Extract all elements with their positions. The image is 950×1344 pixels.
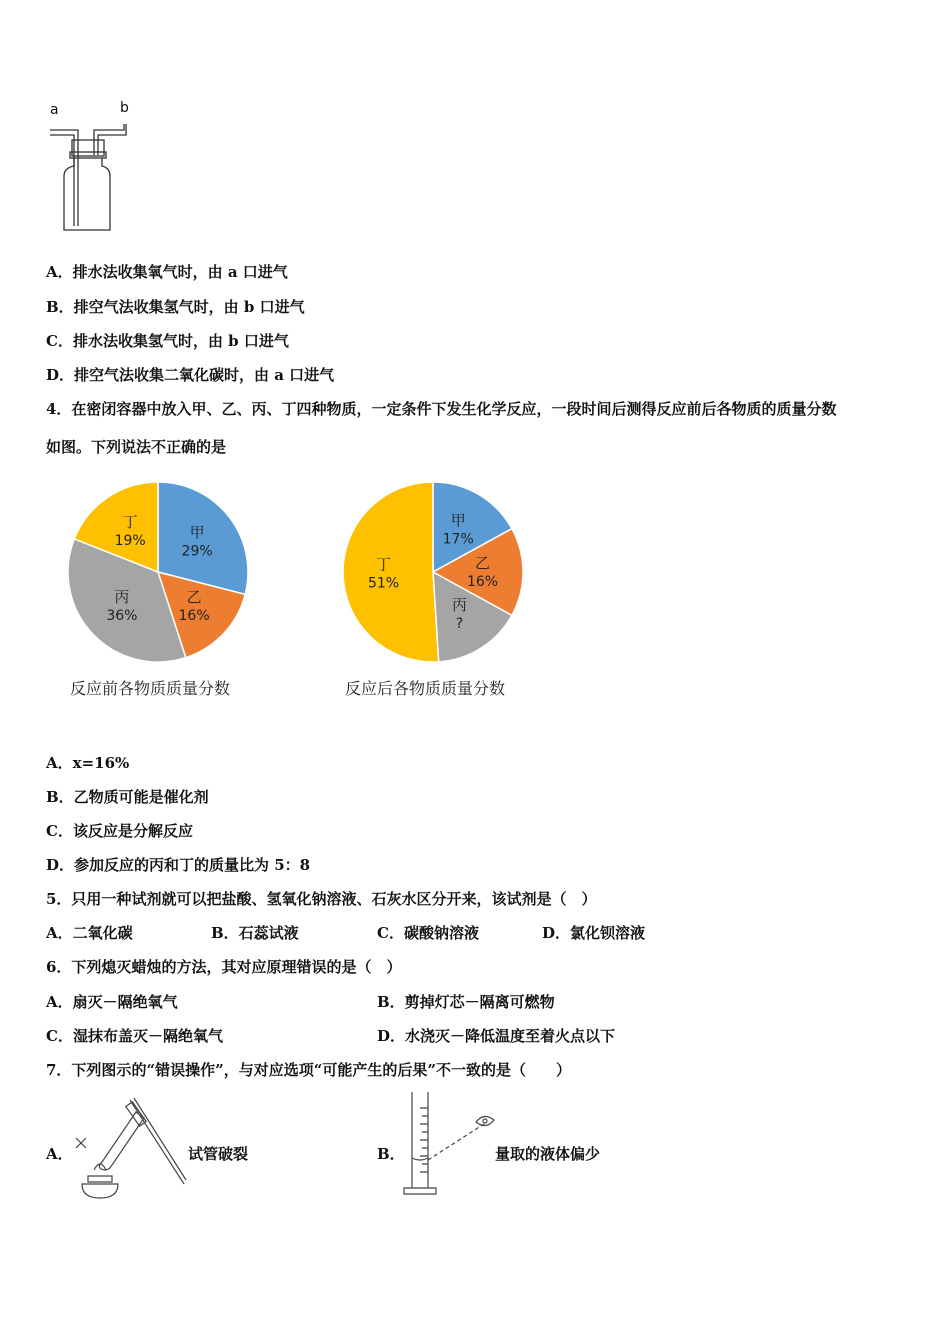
pie-0-slice-3-name: 丁 <box>122 513 138 532</box>
q7-stem: 7．下列图示的“错误操作”，与对应选项“可能产生的后果”不一致的是（ ） <box>46 1061 571 1079</box>
q6-option-b: B．剪掉灯芯－隔离可燃物 <box>377 993 555 1011</box>
q4-stem-line2: 如图。下列说法不正确的是 <box>46 438 227 456</box>
q3-option-d: D．排空气法收集二氧化碳时，由 a 口进气 <box>46 366 335 384</box>
pie-1-slice-3-label: 51% <box>367 575 400 592</box>
q3-option-a: A．排水法收集氧气时，由 a 口进气 <box>46 263 288 281</box>
q4-stem-line1: 4．在密闭容器中放入甲、乙、丙、丁四种物质，一定条件下发生化学反应，一段时间后测得反应前后各物质的质量分数 <box>46 400 837 418</box>
pie-0-slice-2-name: 丙 <box>114 587 130 606</box>
pie-0-slice-1-label: 16% <box>178 607 210 624</box>
pie-1-slice-1-name: 乙 <box>474 554 491 572</box>
pie-0-slice-0-label: 29% <box>181 543 213 560</box>
pie-0-slice-3-label: 19% <box>114 533 146 550</box>
q6-option-a: A．扇灭－隔绝氧气 <box>46 993 178 1011</box>
q3-option-c: C．排水法收集氢气时，由 b 口进气 <box>46 332 289 350</box>
pie-1-slice-2-label: ? <box>455 615 464 632</box>
pie-1-slice-2-name: 丙 <box>452 595 468 614</box>
graduated-cylinder-figure <box>400 1088 500 1198</box>
pie-0-slice-2-label: 36% <box>106 607 138 624</box>
q4-option-b: B．乙物质可能是催化剂 <box>46 788 209 806</box>
q4-option-a: A．x=16% <box>46 754 130 772</box>
q7-option-a-letter: A． <box>46 1145 73 1163</box>
q5-stem: 5．只用一种试剂就可以把盐酸、氢氧化钠溶液、石灰水区分开来，该试剂是（ ） <box>46 890 597 908</box>
pie-0-slice-1-name: 乙 <box>186 587 202 606</box>
pie-chart-before <box>60 475 260 670</box>
pie-0-slice-0-name: 甲 <box>189 523 205 542</box>
pie-after-title: 反应后各物质质量分数 <box>345 679 506 698</box>
q5-option-a: A．二氧化碳 <box>46 924 133 942</box>
pie-1-slice-0-name: 甲 <box>450 511 466 530</box>
q5-option-b: B．石蕊试液 <box>211 924 299 942</box>
q3-option-b: B．排空气法收集氢气时，由 b 口进气 <box>46 298 305 316</box>
q4-option-d: D．参加反应的丙和丁的质量比为 5：8 <box>46 856 311 874</box>
q4-option-c: C．该反应是分解反应 <box>46 822 193 840</box>
heating-test-tube-figure <box>72 1092 187 1200</box>
q7-option-a-text: 试管破裂 <box>188 1145 249 1163</box>
q7-option-b-letter: B． <box>377 1145 405 1163</box>
q6-option-d: D．水浇灭－降低温度至着火点以下 <box>377 1027 616 1045</box>
pie-1-slice-1-label: 16% <box>466 574 499 590</box>
pie-1-slice-3-name: 丁 <box>376 555 392 574</box>
pie-before-title: 反应前各物质质量分数 <box>70 679 231 698</box>
pie-chart-after <box>335 475 535 670</box>
q6-stem: 6．下列熄灭蜡烛的方法，其对应原理错误的是（ ） <box>46 958 402 976</box>
q6-option-c: C．湿抹布盖灭－隔绝氧气 <box>46 1027 223 1045</box>
label-a: a <box>50 102 59 118</box>
gas-bottle-figure <box>46 100 136 240</box>
gas-bottle-drawing <box>46 100 136 240</box>
label-b: b <box>120 100 129 116</box>
q5-option-c: C．碳酸钠溶液 <box>377 924 479 942</box>
q5-option-d: D．氯化钡溶液 <box>542 924 646 942</box>
q7-option-b-text: 量取的液体偏少 <box>495 1145 601 1163</box>
pie-1-slice-0-label: 17% <box>442 531 474 548</box>
